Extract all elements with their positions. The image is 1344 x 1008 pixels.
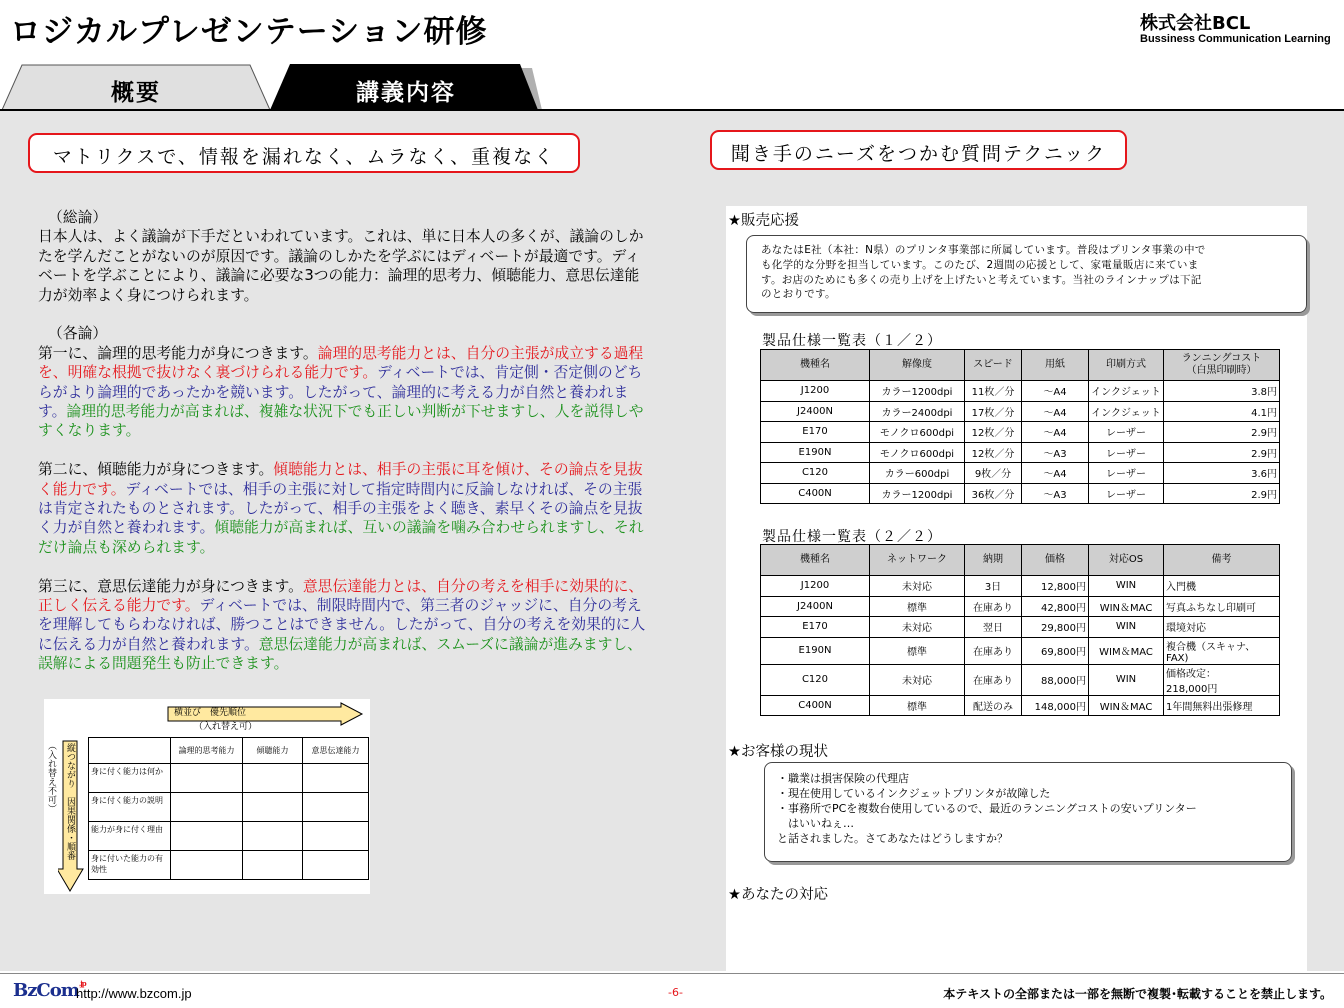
- para-reason: ディベートでは、制限時間内で、第三者のジャッジに、自分の考えを理解してもらわなければ、勝つことはできません。したがって、自分の考えを効果的に人に伝える力が自然と養われます。: [38, 597, 646, 653]
- table-cell: 入門機: [1164, 576, 1280, 597]
- table-header-cell: 納期: [965, 545, 1022, 576]
- table-header-cell: 印刷方式: [1089, 350, 1164, 381]
- matrix-cell: [303, 764, 369, 793]
- page-number: -6-: [668, 986, 683, 999]
- table-cell: 2.9円: [1164, 442, 1280, 463]
- matrix-cell: [243, 822, 303, 851]
- table-cell: ～A4: [1022, 463, 1089, 484]
- matrix-cell: [303, 851, 369, 880]
- table-cell: 標準: [870, 695, 965, 716]
- table-cell: カラー1200dpi: [870, 483, 965, 504]
- scenario-line: も化学的な分野を担当しています。このたび、2週間の応援として、家電量販店に来ていま: [761, 258, 1199, 271]
- table-cell: 標準: [870, 596, 965, 617]
- table-cell: 11枚／分: [965, 381, 1022, 402]
- para-intro: 第一に、論理的思考能力が身につきます。: [38, 344, 318, 362]
- table-cell: 17枚／分: [965, 401, 1022, 422]
- matrix-cell: [243, 851, 303, 880]
- para-intro: 第二に、傾聴能力が身につきます。: [38, 461, 274, 479]
- table-cell: 88,000円: [1022, 664, 1089, 695]
- table-header-cell: 解像度: [870, 350, 965, 381]
- paragraph-logical: [38, 344, 653, 441]
- tab-overview[interactable]: [2, 64, 270, 110]
- para-definition: 傾聴能力とは、相手の主張に耳を傾け、その論点を見抜く能力です。: [38, 461, 643, 498]
- table-cell: モノクロ600dpi: [870, 442, 965, 463]
- matrix-cell: [243, 793, 303, 822]
- table-header-cell: スピード: [965, 350, 1022, 381]
- matrix-cell: [303, 793, 369, 822]
- scenario-line: あなたはE社（本社：N県）のプリンタ事業部に所属しています。普段はプリンタ事業の中で: [761, 244, 1206, 256]
- table-cell: WIM＆MAC: [1089, 637, 1164, 664]
- table-cell: 3.6円: [1164, 463, 1280, 484]
- table-cell: インクジェット: [1089, 401, 1164, 422]
- table-cell: E170: [761, 422, 870, 443]
- general-text: 日本人は、よく議論が下手だといわれています。これは、単に日本人の多くが、議論のしかたを学んだことがないのが原因です。議論のしかたを学ぶにはディベートが最適です。ディベートを学ぶことにより、議論に必要な3つの能力：論理的思考力、傾聴能力、意思伝達能力が効率よく身につけられます。: [38, 228, 644, 304]
- copyright-notice: 本テキストの全部または一部を無断で複製･転載することを禁止します。: [943, 987, 1332, 1001]
- table-cell: WIN: [1089, 576, 1164, 597]
- table-cell: 配送のみ: [965, 695, 1022, 716]
- company-name: 株式会社BCL: [1140, 13, 1251, 34]
- spec-table-1: [760, 349, 1280, 504]
- table-header-cell: ランニングコスト （白黒印刷時）: [1164, 350, 1280, 381]
- matrix-table: [88, 737, 369, 880]
- matrix-cell: [171, 851, 243, 880]
- table-row: [761, 401, 1280, 422]
- table-cell: 42,800円: [1022, 596, 1089, 617]
- table-cell: 在庫あり: [965, 596, 1022, 617]
- table-cell: 標準: [870, 637, 965, 664]
- table-cell: C400N: [761, 483, 870, 504]
- table-header-cell: 価格: [1022, 545, 1089, 576]
- table-cell: 2.9円: [1164, 422, 1280, 443]
- matrix-cell: [171, 793, 243, 822]
- table-row: [761, 463, 1280, 484]
- table-cell: J1200: [761, 381, 870, 402]
- general-heading: （総論）: [48, 209, 108, 226]
- table-row: [761, 596, 1280, 617]
- table-cell: レーザー: [1089, 483, 1164, 504]
- table-header-cell: 機種名: [761, 350, 870, 381]
- table-cell: 36枚／分: [965, 483, 1022, 504]
- table-cell: WIN＆MAC: [1089, 596, 1164, 617]
- table2-title: 製品仕様一覧表（２／２）: [762, 529, 942, 545]
- status-line: と話されました。さてあなたはどうしますか？: [777, 832, 1008, 845]
- status-line: はいいねぇ…: [777, 817, 854, 830]
- paragraph-communication: [38, 577, 653, 674]
- matrix-row-header: 身に付いた能力の有効性: [89, 851, 171, 880]
- table-header-cell: 備考: [1164, 545, 1280, 576]
- table-header-cell: 対応OS: [1089, 545, 1164, 576]
- response-heading: ★あなたの対応: [728, 887, 828, 903]
- table-cell: ～A4: [1022, 381, 1089, 402]
- table-cell: カラー2400dpi: [870, 401, 965, 422]
- table-row: [761, 422, 1280, 443]
- table-row: [761, 617, 1280, 638]
- table-cell: レーザー: [1089, 463, 1164, 484]
- para-reason: ディベートでは、相手の主張に対して指定時間内に反論しなければ、その主張は肯定されたものとされます。したがって、相手の主張をよく聴き、素早くその論点を見抜く力が自然と養われます。: [38, 480, 643, 537]
- table1-title: 製品仕様一覧表（１／２）: [762, 333, 942, 349]
- table-cell: E190N: [761, 637, 870, 664]
- page-title: ロジカルプレゼンテーション研修: [10, 14, 488, 50]
- table-cell: 3.8円: [1164, 381, 1280, 402]
- table-cell: ～A4: [1022, 422, 1089, 443]
- matrix-corner: [89, 738, 171, 764]
- table-cell: 3日: [965, 576, 1022, 597]
- para-definition: 意思伝達能力とは、自分の考えを相手に効果的に、正しく伝える能力です。: [38, 577, 644, 615]
- para-benefit: 意思伝達能力が高まれば、スムーズに議論が進みますし、誤解による問題発生も防止できます。: [38, 635, 643, 673]
- tab-lecture[interactable]: [270, 64, 542, 110]
- table-row: [761, 576, 1280, 597]
- table-cell: 1年間無料出張修理: [1164, 695, 1280, 716]
- footer-divider: [0, 973, 1344, 974]
- scenario-box: [746, 235, 1307, 313]
- exercise-panel: [726, 206, 1307, 971]
- table-cell: J2400N: [761, 596, 870, 617]
- table-cell: 在庫あり: [965, 637, 1022, 664]
- status-line: ・職業は損害保険の代理店: [777, 772, 909, 785]
- matrix-row-header: 身に付く能力の説明: [89, 793, 171, 822]
- matrix-cell: [171, 822, 243, 851]
- para-benefit: 論理的思考能力が高まれば、複雑な状況下でも正しい判断が下せますし、人を説得しやすくなります。: [38, 403, 644, 440]
- table-cell: レーザー: [1089, 442, 1164, 463]
- table-row: [761, 637, 1280, 664]
- para-definition: 論理的思考能力とは、自分の主張が成立する過程を、明確な根拠で抜けなく裏づけられる能力です。: [38, 344, 644, 382]
- right-callout: 聞き手のニーズをつかむ質問テクニック: [710, 130, 1127, 170]
- table-cell: 12,800円: [1022, 576, 1089, 597]
- table-cell: 12枚／分: [965, 422, 1022, 443]
- logo-text: BzCom: [13, 980, 79, 1001]
- table-cell: E190N: [761, 442, 870, 463]
- table-cell: 未対応: [870, 576, 965, 597]
- table-header-cell: 用紙: [1022, 350, 1089, 381]
- matrix-col-header: 意思伝達能力: [303, 738, 369, 764]
- table-cell: ～A4: [1022, 401, 1089, 422]
- table-cell: 写真ふちなし印刷可: [1164, 596, 1280, 617]
- left-callout: マトリクスで、情報を漏れなく、ムラなく、重複なく: [28, 133, 580, 173]
- debate-body-text: [38, 208, 653, 693]
- table-cell: 未対応: [870, 617, 965, 638]
- table-row: [761, 664, 1280, 695]
- table-cell: WIN: [1089, 617, 1164, 638]
- table-header-cell: ネットワーク: [870, 545, 965, 576]
- para-benefit: 傾聴能力が高まれば、互いの議論を噛み合わせられますし、それだけ論点も深められます。: [38, 519, 644, 556]
- scenario-line: す。お店のためにも多くの売り上げを上げたいと考えています。当社のラインナップは下記: [761, 273, 1202, 286]
- table-cell: 69,800円: [1022, 637, 1089, 664]
- table-cell: 148,000円: [1022, 695, 1089, 716]
- customer-status-box: [764, 762, 1292, 862]
- para-reason: ディベートでは、肯定側・否定側のどちらがより論理的であったかを競います。したがって、論理的に考える力が自然と養われます。: [38, 364, 643, 421]
- matrix-col-header: 傾聴能力: [243, 738, 303, 764]
- tab-label: 概要: [111, 80, 161, 106]
- para-intro: 第三に、意思伝達能力が身につきます。: [38, 577, 303, 595]
- table-cell: WIN＆MAC: [1089, 695, 1164, 716]
- table-cell: 29,800円: [1022, 617, 1089, 638]
- scenario-line: のとおりです。: [761, 288, 836, 301]
- logo-suffix: .jp: [78, 979, 86, 988]
- table-cell: C120: [761, 664, 870, 695]
- table-cell: 未対応: [870, 664, 965, 695]
- matrix-col-header: 論理的思考能力: [171, 738, 243, 764]
- table-cell: カラー600dpi: [870, 463, 965, 484]
- bzcom-logo: [13, 979, 86, 1001]
- matrix-cell: [303, 822, 369, 851]
- matrix-cell: [171, 764, 243, 793]
- table-cell: ～A3: [1022, 442, 1089, 463]
- table-cell: 在庫あり: [965, 664, 1022, 695]
- table-row: [761, 381, 1280, 402]
- detail-heading: （各論）: [48, 325, 108, 343]
- table-cell: ～A3: [1022, 483, 1089, 504]
- table-cell: インクジェット: [1089, 381, 1164, 402]
- table-cell: C400N: [761, 695, 870, 716]
- spec-table-2: [760, 544, 1280, 716]
- table-cell: 2.9円: [1164, 483, 1280, 504]
- table-row: [761, 695, 1280, 716]
- table-header-cell: 機種名: [761, 545, 870, 576]
- status-line: ・現在使用しているインクジェットプリンタが故障した: [777, 787, 1051, 800]
- vertical-side-label: （入れ替え不可）: [46, 741, 56, 813]
- table-cell: 9枚／分: [965, 463, 1022, 484]
- table-cell: C120: [761, 463, 870, 484]
- matrix-cell: [243, 764, 303, 793]
- table-cell: 翌日: [965, 617, 1022, 638]
- paragraph-listening: [38, 460, 653, 557]
- tab-label: 講義内容: [356, 80, 456, 106]
- matrix-row-header: 身に付く能力は何か: [89, 764, 171, 793]
- table-cell: 環境対応: [1164, 617, 1280, 638]
- table-cell: 12枚／分: [965, 442, 1022, 463]
- matrix-figure: [44, 699, 370, 894]
- vertical-arrow-label: 縦つながり 因果関係・順番: [65, 743, 75, 860]
- table-cell: 価格改定： 218,000円: [1164, 664, 1280, 695]
- table-cell: カラー1200dpi: [870, 381, 965, 402]
- status-line: ・事務所でPCを複数台使用しているので、最近のランニングコストの安いプリンター: [777, 802, 1197, 815]
- table-cell: レーザー: [1089, 422, 1164, 443]
- horizontal-arrow-label: 横並び 優先順位: [174, 708, 247, 718]
- table-cell: E170: [761, 617, 870, 638]
- table-cell: 4.1円: [1164, 401, 1280, 422]
- horizontal-arrow-sublabel: （入れ替え可）: [194, 722, 258, 732]
- tab-divider: [0, 109, 1344, 111]
- table-cell: J1200: [761, 576, 870, 597]
- sales-heading: ★販売応援: [728, 213, 799, 229]
- company-logo: [1140, 9, 1340, 45]
- status-heading: ★お客様の現状: [728, 744, 828, 760]
- table-cell: モノクロ600dpi: [870, 422, 965, 443]
- footer-url[interactable]: http://www.bzcom.jp: [76, 986, 192, 1001]
- table-row: [761, 483, 1280, 504]
- table-row: [761, 442, 1280, 463]
- company-subtitle: Bussiness Communication Learning: [1140, 33, 1331, 45]
- table-cell: 複合機（スキャナ、FAX): [1164, 637, 1280, 664]
- table-cell: WIN: [1089, 664, 1164, 695]
- table-cell: J2400N: [761, 401, 870, 422]
- matrix-row-header: 能力が身に付く理由: [89, 822, 171, 851]
